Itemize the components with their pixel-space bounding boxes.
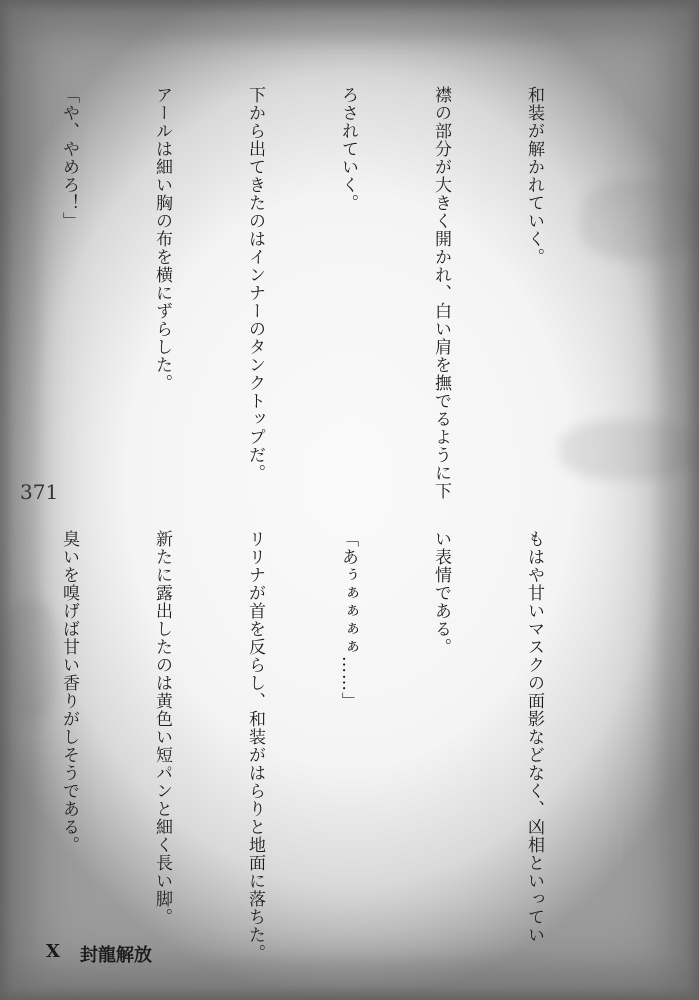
text-line: アールは細い胸の布を横にずらした。 xyxy=(152,86,172,392)
text-line: リリナが首を反らし、和装がはらりと地面に落ちた。 xyxy=(245,530,265,962)
text-line: ろされていく。 xyxy=(338,86,358,212)
edge-shadow-top xyxy=(0,0,699,40)
edge-shadow-right xyxy=(659,0,699,1000)
chapter-footer xyxy=(46,941,152,967)
text-line: 新たに露出したのは黄色い短パンと細く長い脚。 xyxy=(152,530,172,926)
text-line: い表情である。 xyxy=(431,530,451,656)
text-line: もはや甘いマスクの面影などなく、凶相といってい xyxy=(524,530,544,944)
text-line: 「あぅぁぁぁぁ……」 xyxy=(338,530,358,710)
text-line: 「や、やめろ！」 xyxy=(59,86,79,230)
chapter-roman-numeral: X xyxy=(46,941,60,962)
page-number: 371 xyxy=(20,480,59,504)
chapter-title: 封龍解放 xyxy=(79,945,152,966)
text-line: 襟の部分が大きく開かれ、白い肩を撫でるように下 xyxy=(431,86,451,500)
text-line: 臭いを嗅げば甘い香りがしそうである。 xyxy=(59,530,79,854)
text-line: 和装が解かれていく。 xyxy=(524,86,544,266)
text-line: 下から出てきたのはインナーのタンクトップだ。 xyxy=(245,86,265,482)
